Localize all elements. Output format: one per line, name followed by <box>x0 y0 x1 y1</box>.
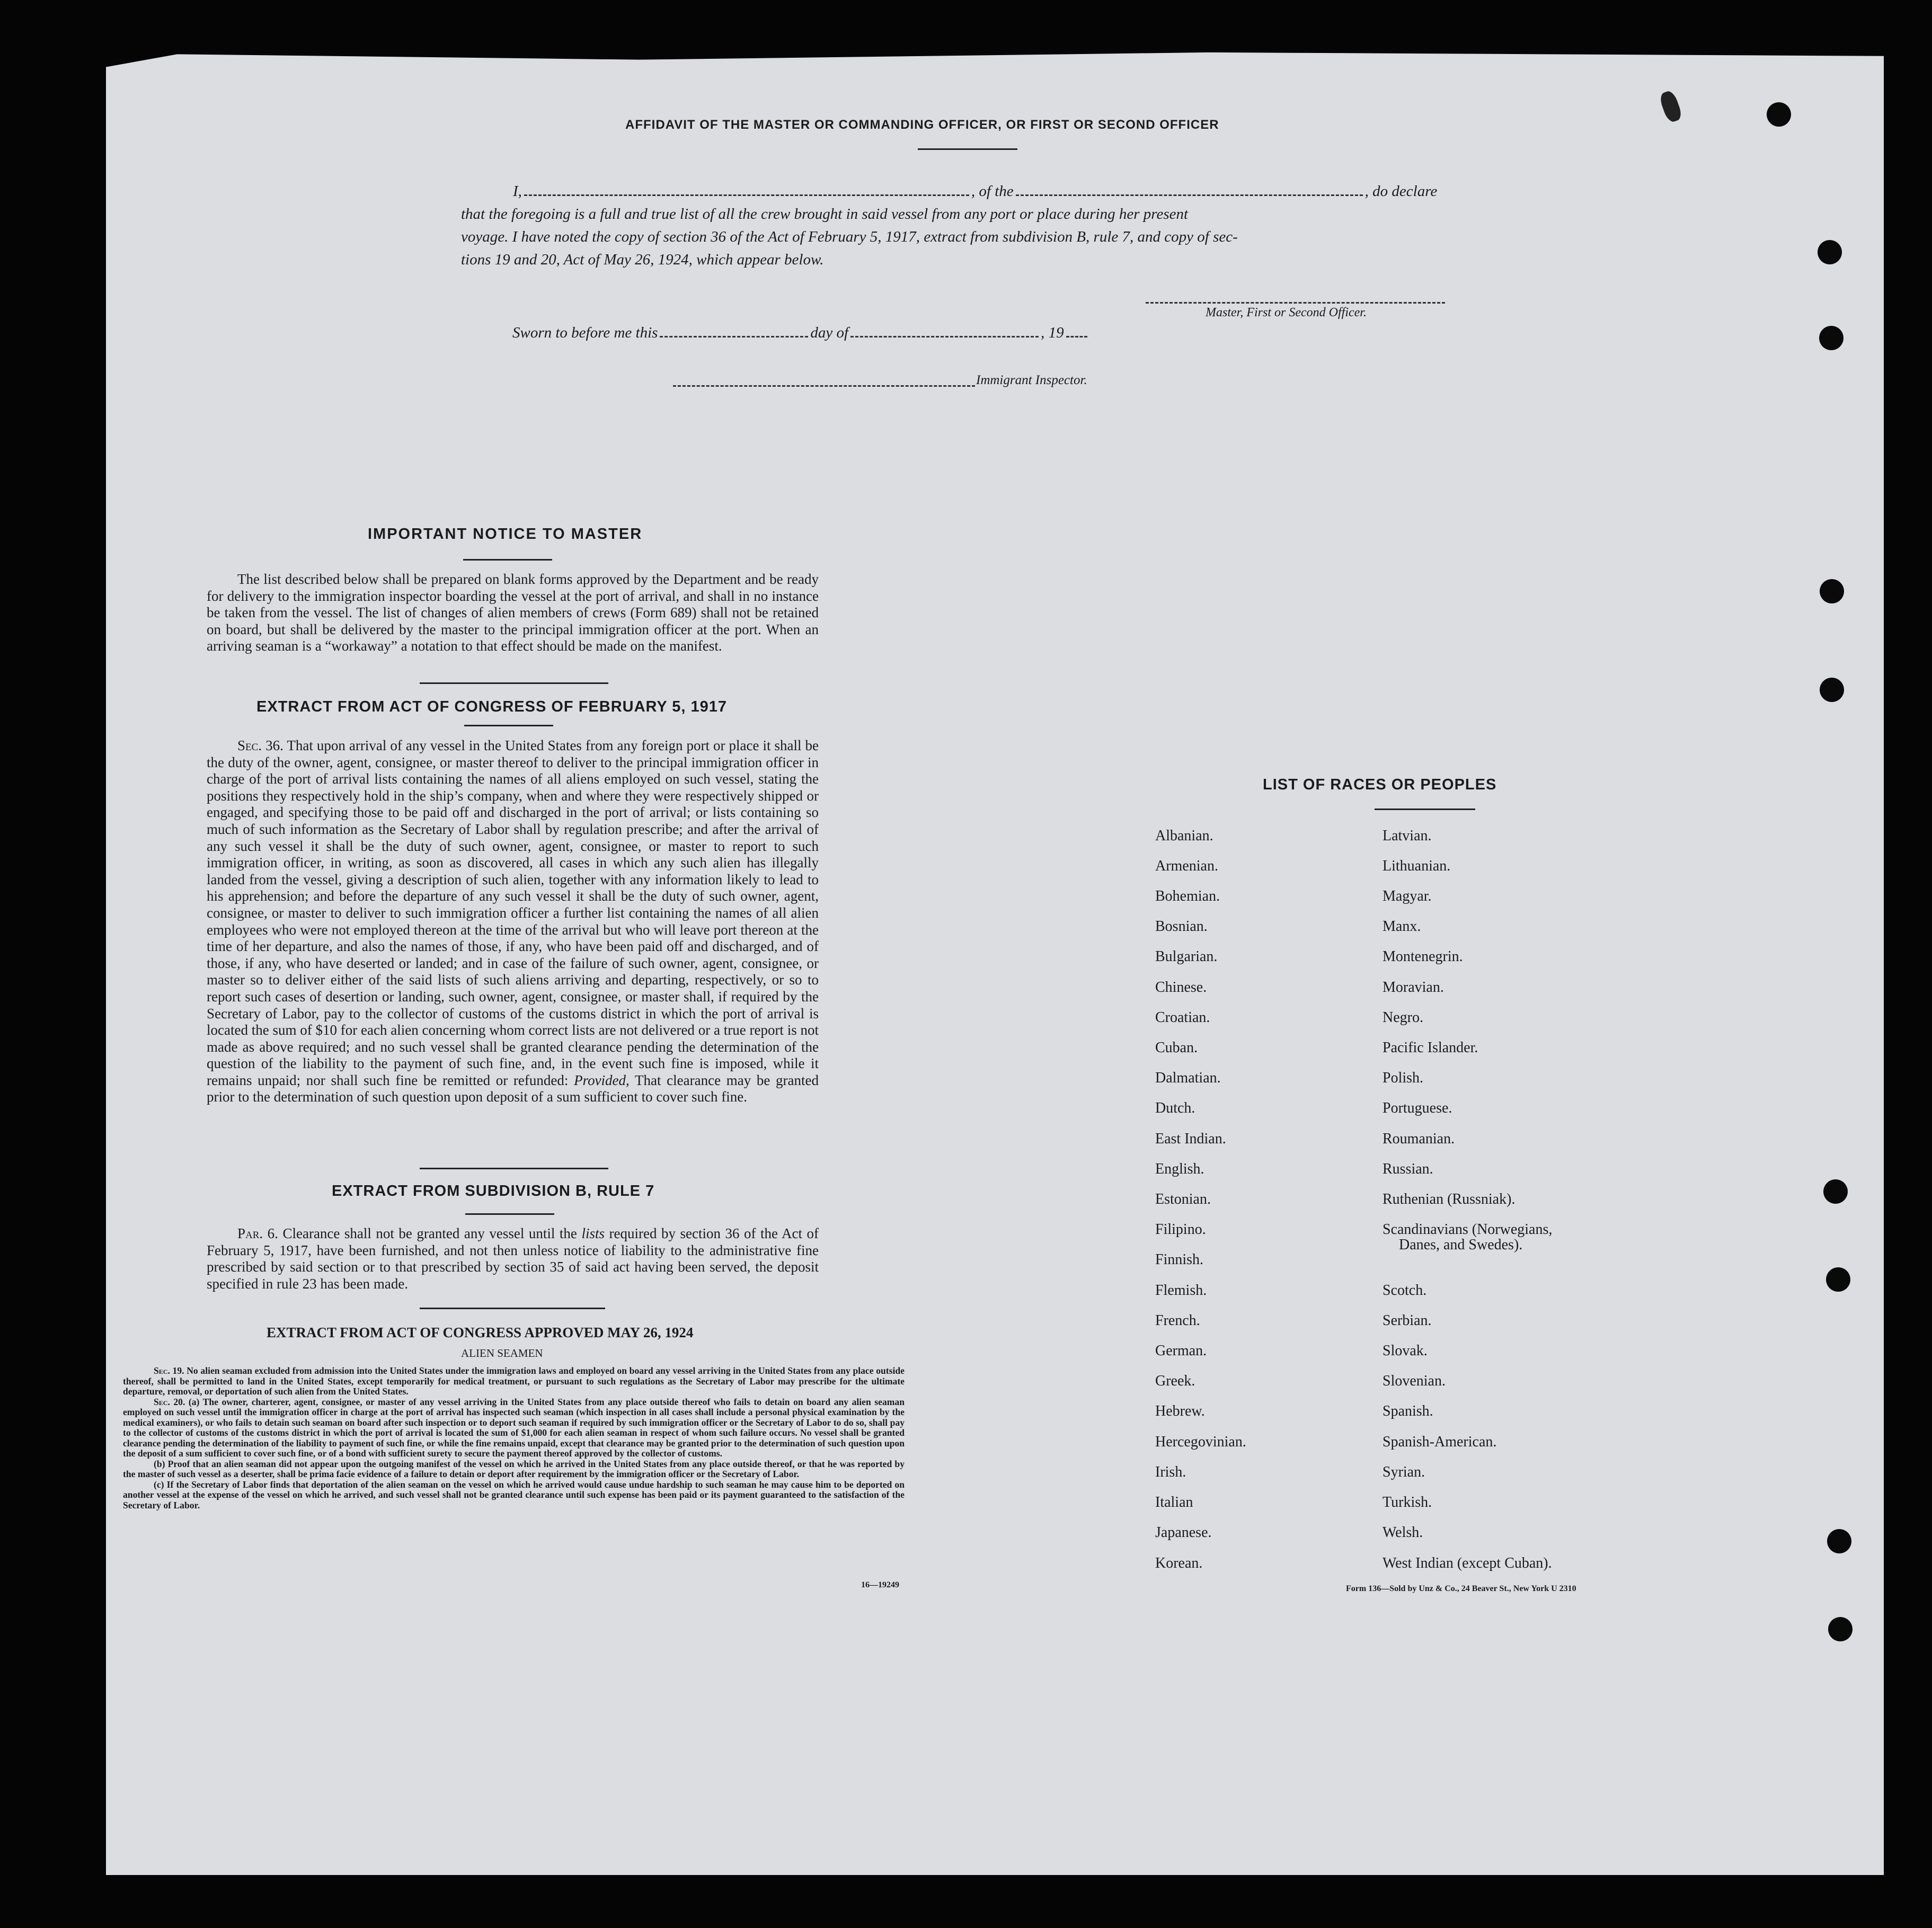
race-item: Roumanian. <box>1382 1131 1455 1147</box>
race-item: Bohemian. <box>1155 888 1220 904</box>
section-rule <box>465 1213 554 1215</box>
section-rule <box>463 559 552 561</box>
extract-1924-title: EXTRACT FROM ACT OF CONGRESS APPROVED MAY 26, 1924 <box>267 1325 694 1340</box>
punch-hole <box>1819 326 1844 350</box>
race-item: French. <box>1155 1312 1200 1329</box>
race-item: Hercegovinian. <box>1155 1434 1246 1450</box>
section-rule <box>1375 808 1475 810</box>
affidavit-line-3: voyage. I have noted the copy of section 36 of the Act of February 5, 1917, extract from subdivision B, rule 7, and copy of sec- <box>461 228 1238 245</box>
race-item: Irish. <box>1155 1464 1186 1480</box>
punch-hole <box>1820 579 1844 603</box>
race-item: Latvian. <box>1382 828 1432 844</box>
race-item: Slovak. <box>1382 1343 1428 1359</box>
race-item: Cuban. <box>1155 1039 1198 1056</box>
race-item: Manx. <box>1382 918 1421 935</box>
extract-1917-text: Sec. 36. That upon arrival of any vessel in the United States from any foreign port or place it shall be the duty of the owner, agent, consignee, or master thereof to deliver to the principal immigration officer in charge of the port of arrival lists containing the names of all aliens employed on such vessel, stating the positions they respectively hold in the ship’s company, when and where they were respectively shipped or engaged, and specifying those to be paid off and discharged in the port of arrival; or lists containing so much of such information as the Secretary of Labor shall by regulation prescribe; and after the arrival of any such vessel it shall be the duty of such owner, agent, consignee, or master to report to such immigration officer, in writing, as soon as discovered, all cases in which any such alien has illegally landed from the vessel, giving a description of such alien, together with any information likely to lead to his apprehension; and before the departure of any such vessel it shall be the duty of such owner, agent, consignee, or master to deliver to such immigration officer a further list containing the names of all alien employees who were not employed thereon at the time of the arrival but who will leave port thereon at the time of her departure, and also the names of those, if any, who have been paid off and discharged, and of those, if any, who have deserted or landed; and in case of the failure of such owner, agent, consignee, or master so to deliver either of the said lists of such aliens arriving and departing, respectively, or so to report such cases of desertion or landing, such owner, agent, consignee, or master shall, if required by the Secretary of Labor, pay to the collector of customs of the customs district in which the port of arrival is located the sum of $10 for each alien concerning whom correct lists are not delivered or a true report is not made as above required; and no such vessel shall be granted clearance pending the determination of the question of the liability to the payment of such fine, and, in the event such fine is imposed, while it remains unpaid; nor shall such fine be remitted or refunded: Provided, That clearance may be granted prior to the determination of such question upon deposit of a sum sufficient to cover such fine. <box>207 738 819 1105</box>
race-item: Dalmatian. <box>1155 1070 1221 1086</box>
sworn-day-blank[interactable] <box>660 336 808 337</box>
race-item: Greek. <box>1155 1373 1195 1389</box>
extract-1924-text <box>123 1366 905 1511</box>
race-item: Polish. <box>1382 1070 1424 1086</box>
section-rule <box>464 725 553 726</box>
race-item: Spanish-American. <box>1382 1434 1497 1450</box>
notice-title: IMPORTANT NOTICE TO MASTER <box>368 526 643 543</box>
sworn-month-blank[interactable] <box>850 336 1039 337</box>
print-code: 16—19249 <box>861 1580 899 1589</box>
race-item: Ruthenian (Russniak). <box>1382 1191 1516 1207</box>
race-item: Serbian. <box>1382 1312 1432 1329</box>
sec-20c-paragraph: (c) If the Secretary of Labor finds that deportation of the alien seaman on the vessel on which he arrived would cause undue hardship to such seaman he may cause him to be deported on another vessel at the expense of the vessel on which he arrived, and such vessel shall not be granted clearance until such expense has been paid or its payment guaranteed to the satisfaction of the Secretary of Labor. <box>123 1479 905 1511</box>
sec-20a-paragraph: Sec. 20. (a) The owner, charterer, agent, consignee, or master of any vessel arriving in the United States from any place outside thereof who fails to detain on board any alien seaman employed on such vessel until the immigration officer in charge at the port of arrival has inspected such seaman (which inspection in all cases shall include a personal physical examination by the medical examiners), or who fails to detain such seaman on board after such inspection or to deport such seaman if required by such immigration officer or the Secretary of Labor to do so, shall pay to the collector of customs of the customs district in which the port of arrival is located the sum of $1,000 for each alien seaman in respect of whom such failure occurs. No vessel shall be granted clearance pending the determination of the liability to payment of such fine, or while the fine remains unpaid, except that clearance may be granted prior to the determination of such question upon the deposit of a sum sufficient to cover such fine, or of a bond with sufficient surety to secure the payment thereof approved by the collector of customs. <box>123 1396 905 1459</box>
race-item: Estonian. <box>1155 1191 1211 1207</box>
punch-hole <box>1820 678 1844 702</box>
signature-label: Master, First or Second Officer. <box>1206 306 1367 319</box>
race-item: Negro. <box>1382 1009 1423 1026</box>
punch-hole <box>1823 1179 1848 1204</box>
race-item: Slovenian. <box>1382 1373 1446 1389</box>
race-item: Hebrew. <box>1155 1403 1205 1419</box>
race-item: Bosnian. <box>1155 918 1208 935</box>
race-item: Albanian. <box>1155 828 1213 844</box>
extract-1917-title: EXTRACT FROM ACT OF CONGRESS OF FEBRUARY 5, 1917 <box>256 698 728 715</box>
race-item: Portuguese. <box>1382 1100 1452 1116</box>
affidavit-title: AFFIDAVIT OF THE MASTER OR COMMANDING OFFICER, OR FIRST OR SECOND OFFICER <box>625 118 1219 132</box>
race-item: German. <box>1155 1343 1207 1359</box>
race-item: Turkish. <box>1382 1494 1432 1511</box>
punch-hole <box>1826 1267 1850 1292</box>
race-item: Scandinavians (Norwegians, <box>1382 1221 1553 1238</box>
race-item: Chinese. <box>1155 979 1207 996</box>
punch-hole <box>1767 102 1791 127</box>
sec-20b-paragraph: (b) Proof that an alien seaman did not appear upon the outgoing manifest of the vessel on which he arrived in the United States from any place outside thereof, or that he was reported by the master of such vessel as a deserter, shall be prima facie evidence of a failure to detain or deport after requirement by the immigration officer or the Secretary of Labor. <box>123 1458 905 1479</box>
rule-7-text: Par. 6. Clearance shall not be granted any vessel until the lists required by section 36 of the Act of February 5, 1917, have been furnished, and not then unless notice of liability to the administrative fine prescribed by said section or to that prescribed by section 35 of said act having been served, the deposit specified in rule 23 has been made. <box>207 1225 819 1292</box>
race-item: Croatian. <box>1155 1009 1210 1026</box>
race-item: Scotch. <box>1382 1282 1427 1299</box>
title-rule <box>918 148 1017 150</box>
race-item: Finnish. <box>1155 1251 1204 1268</box>
race-item: Russian. <box>1382 1161 1433 1177</box>
affidavit-body <box>461 180 1476 271</box>
race-item: Italian <box>1155 1494 1193 1511</box>
race-item: East Indian. <box>1155 1131 1226 1147</box>
sworn-year-blank[interactable] <box>1066 336 1087 337</box>
name-blank[interactable] <box>524 194 969 196</box>
race-item: Magyar. <box>1382 888 1432 904</box>
race-item: Korean. <box>1155 1555 1203 1571</box>
race-item: Dutch. <box>1155 1100 1195 1116</box>
punch-hole <box>1827 1529 1851 1553</box>
section-rule <box>420 1308 605 1309</box>
race-item: English. <box>1155 1161 1204 1177</box>
race-item: Armenian. <box>1155 858 1218 874</box>
race-item: Spanish. <box>1382 1403 1433 1419</box>
race-item: Welsh. <box>1382 1524 1423 1541</box>
sec-19-paragraph: Sec. 19. No alien seaman excluded from admission into the United States under the immigration laws and employed on board any vessel arriving in the United States from any place outside thereof, shall be permitted to land in the United States, except temporarily for medical treatment, or pursuant to such regulations as the Secretary of Labor may prescribe for the ultimate departure, removal, or deportation of such alien from the United States. <box>123 1365 905 1397</box>
inspector-label: Immigrant Inspector. <box>976 373 1087 387</box>
race-item: Danes, and Swedes). <box>1399 1237 1523 1253</box>
form-footer: Form 136—Sold by Unz & Co., 24 Beaver St., New York U 2310 <box>1346 1584 1576 1593</box>
race-item: Filipino. <box>1155 1221 1206 1238</box>
inspector-line[interactable] <box>673 385 975 387</box>
races-title: LIST OF RACES OR PEOPLES <box>1263 776 1497 793</box>
race-item: Syrian. <box>1382 1464 1425 1480</box>
race-item: West Indian (except Cuban). <box>1382 1555 1552 1571</box>
sworn-line: Sworn to before me this day of , 19 <box>512 324 1089 342</box>
section-rule <box>420 682 608 684</box>
section-rule <box>420 1168 608 1169</box>
signature-line[interactable] <box>1146 302 1445 304</box>
race-item: Lithuanian. <box>1382 858 1451 874</box>
race-item: Montenegrin. <box>1382 948 1463 965</box>
affidavit-line-1: I, , of the , do declare <box>513 183 1438 200</box>
notice-text: The list described below shall be prepared on blank forms approved by the Department and be ready for delivery to the immigration inspector boarding the vessel at the port of arrival, and shall in no instance be taken from the vessel. The list of changes of alien members of crews (Form 689) shall not be retained on board, but shall be delivered by the master to the principal immigration officer at the port. When an arriving seaman is a “workaway” a notation to that effect should be made on the manifest. <box>207 571 819 654</box>
punch-hole <box>1828 1617 1853 1641</box>
vessel-blank[interactable] <box>1016 194 1363 196</box>
affidavit-line-4: tions 19 and 20, Act of May 26, 1924, which appear below. <box>461 251 824 268</box>
race-item: Moravian. <box>1382 979 1444 996</box>
race-item: Flemish. <box>1155 1282 1207 1299</box>
affidavit-line-2: that the foregoing is a full and true list of all the crew brought in said vessel from any port or place during her present <box>461 206 1189 223</box>
race-item: Japanese. <box>1155 1524 1212 1541</box>
punch-hole <box>1818 240 1842 264</box>
race-item: Pacific Islander. <box>1382 1039 1478 1056</box>
rule-7-title: EXTRACT FROM SUBDIVISION B, RULE 7 <box>332 1183 655 1200</box>
extract-1924-subtitle: ALIEN SEAMEN <box>461 1347 543 1360</box>
race-item: Bulgarian. <box>1155 948 1218 965</box>
